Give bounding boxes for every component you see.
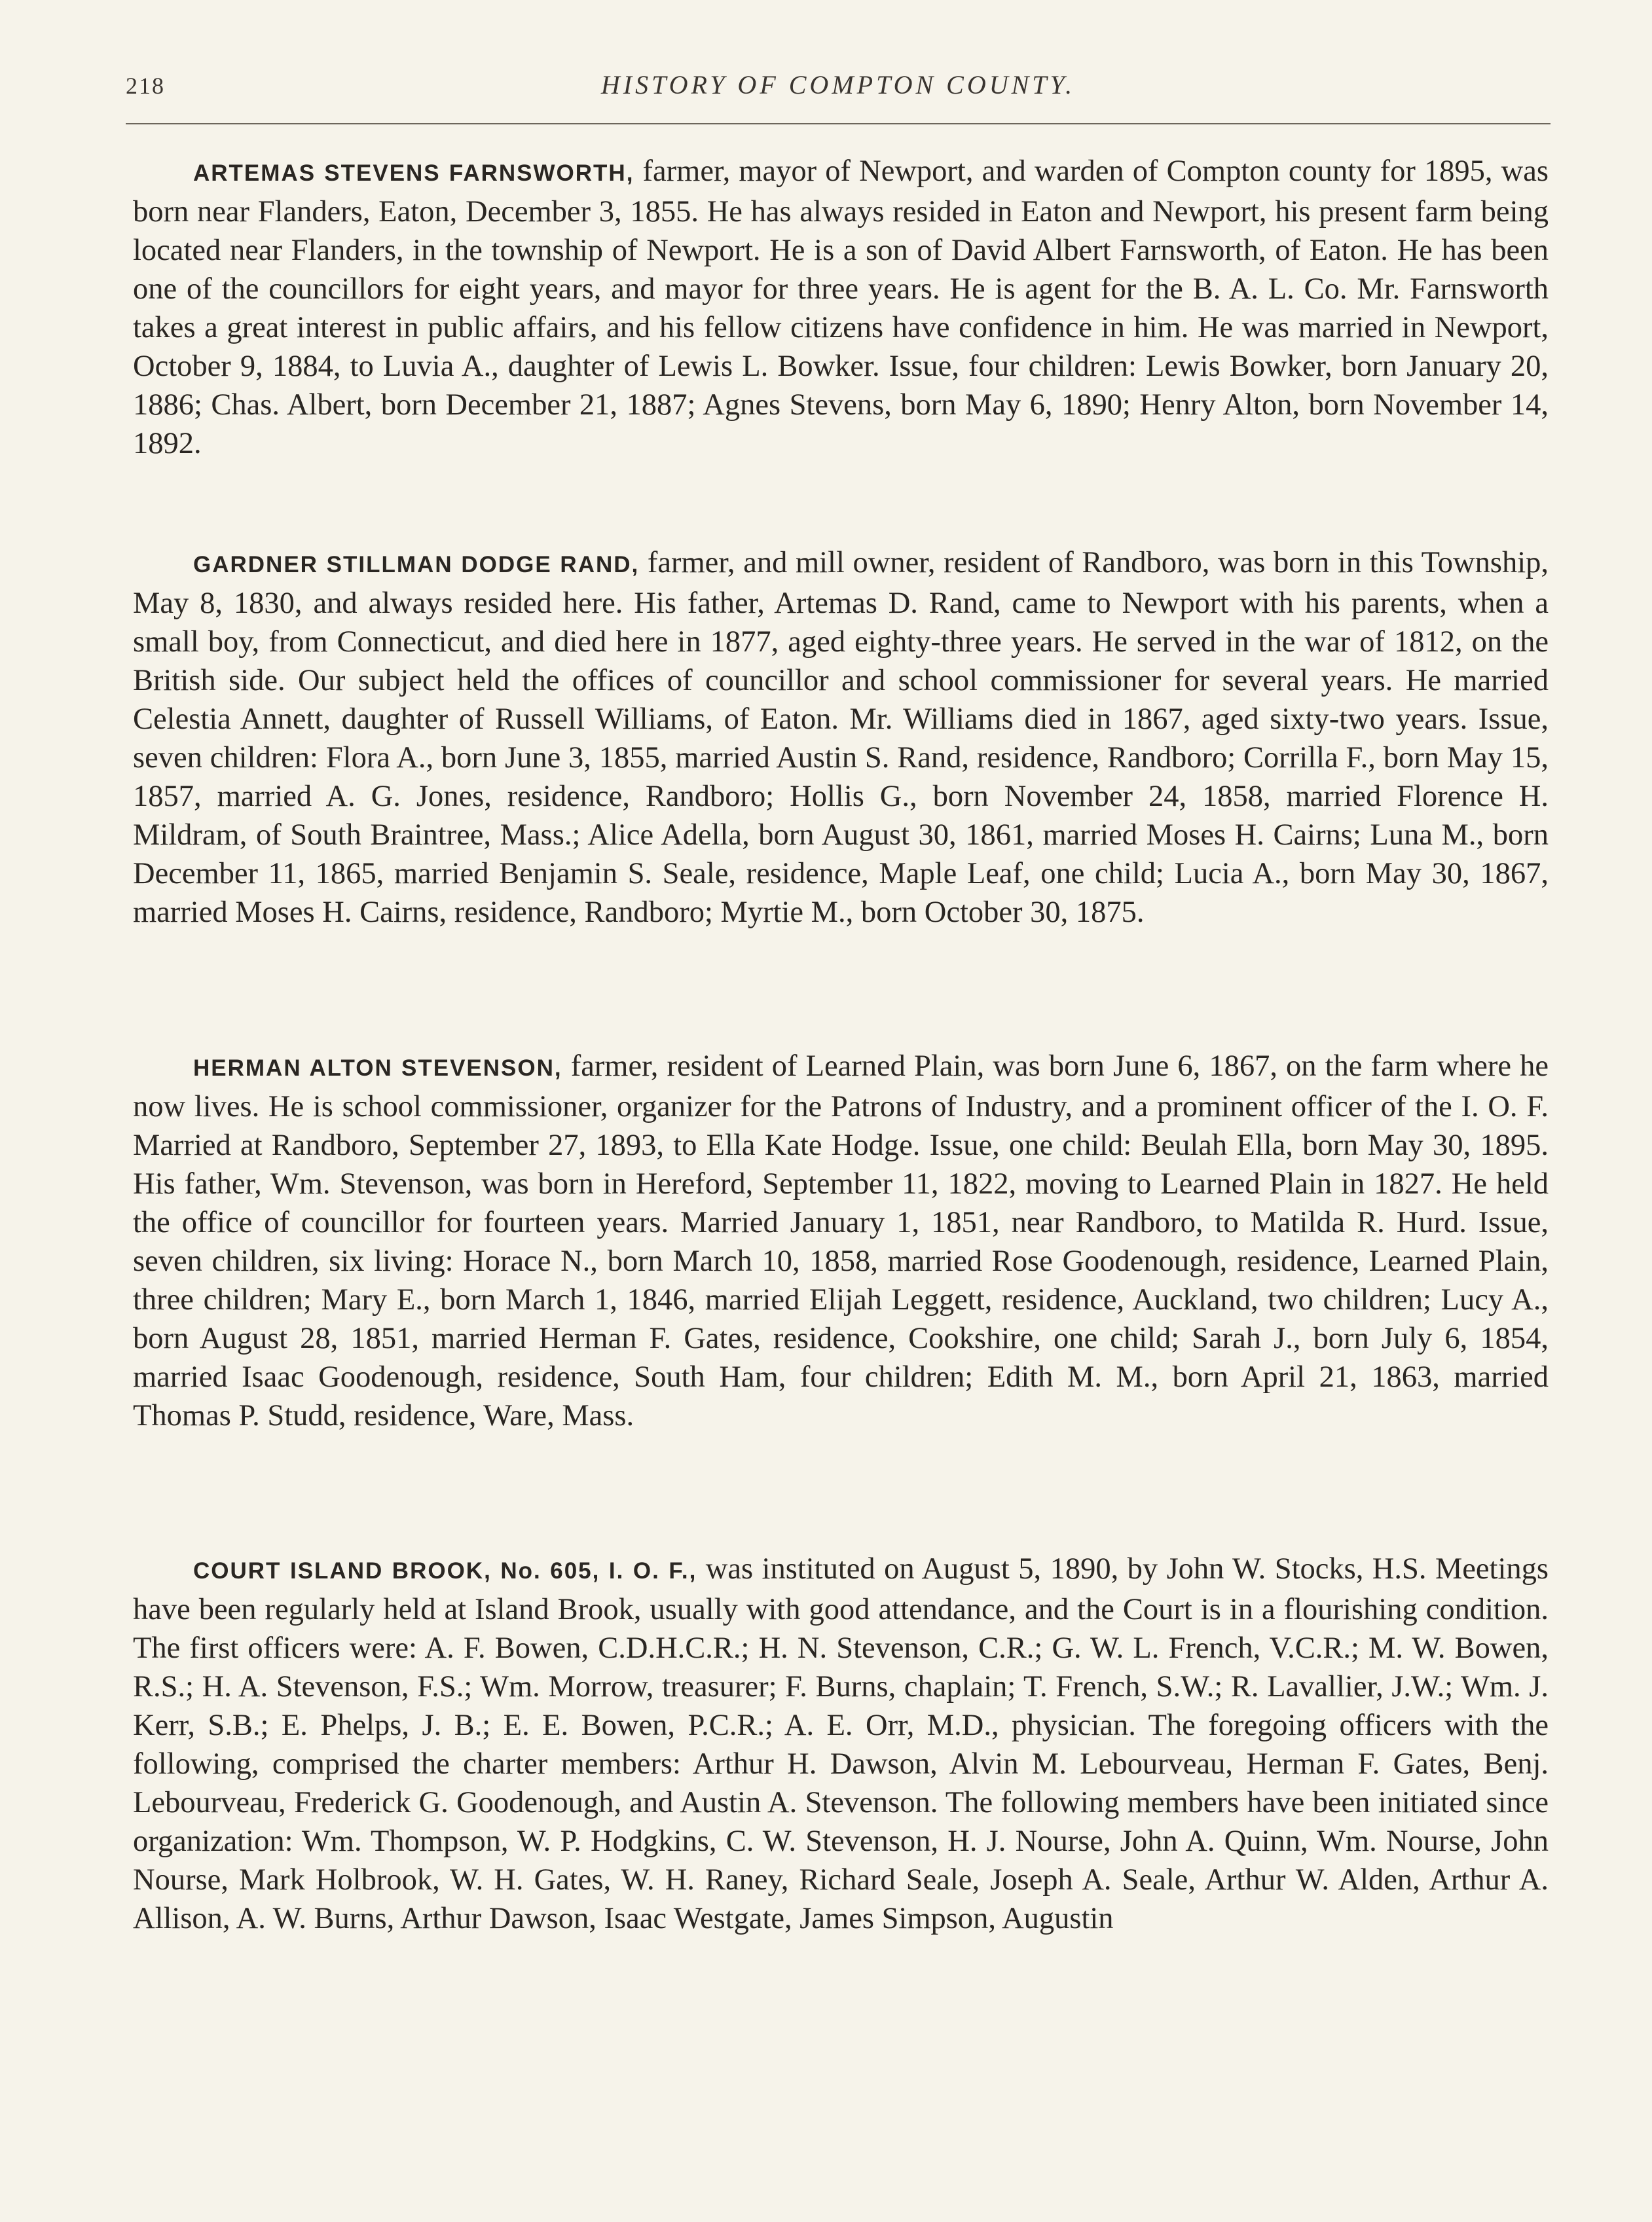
page-number: 218 — [126, 73, 165, 99]
entry-name: HERMAN ALTON STEVENSON, — [193, 1055, 562, 1081]
running-head: HISTORY OF COMPTON COUNTY. — [600, 70, 1076, 100]
entry-text: farmer, and mill owner, resident of Randboro, was born in this Township, May 8, 1830, and always resided here. His father, Artemas D. Rand, came to Newport with his parents, when a small boy, from Connecticut, and died here in 1877, aged eighty-three years. He served in the war of 1812, on the British side. Our subject held the offices of councillor and school commissioner for several years. He married Celestia Annett, daughter of Russell Williams, of Eaton. Mr. Williams died in 1867, aged sixty-two years. Issue, seven children: Flora A., born June 3, 1855, married Austin S. Rand, residence, Randboro; Corrilla F., born May 15, 1857, married A. G. Jones, residence, Randboro; Hollis G., born November 24, 1858, married Florence H. Mildram, of South Braintree, Mass.; Alice Adella, born August 30, 1861, married Moses H. Cairns; Luna M., born December 11, 1865, married Benjamin S. Seale, residence, Maple Leaf, one child; Lucia A., born May 30, 1867, married Moses H. Cairns, residence, Randboro; Myrtie M., born October 30, 1875. — [133, 546, 1549, 929]
entry-name: ARTEMAS STEVENS FARNSWORTH, — [193, 160, 634, 186]
court-island-brook-entry — [133, 1550, 1549, 1938]
entry-text: farmer, resident of Learned Plain, was born June 6, 1867, on the farm where he now lives. He is school commissioner, organizer for the Patrons of Industry, and a prominent officer of the I. O. F. Married at Randboro, September 27, 1893, to Ella Kate Hodge. Issue, one child: Beulah Ella, born May 30, 1895. His father, Wm. Stevenson, was born in Hereford, September 11, 1822, moving to Learned Plain in 1827. He held the office of councillor for fourteen years. Married January 1, 1851, near Randboro, to Matilda R. Hurd. Issue, seven children, six living: Horace N., born March 10, 1858, married Rose Goodenough, residence, Learned Plain, three children; Mary E., born March 1, 1846, married Elijah Leggett, residence, Auckland, two children; Lucy A., born August 28, 1851, married Herman F. Gates, residence, Cookshire, one child; Sarah J., born July 6, 1854, married Isaac Goodenough, residence, South Ham, four children; Edith M. M., born April 21, 1863, married Thomas P. Studd, residence, Ware, Mass. — [133, 1049, 1549, 1432]
entry-text: farmer, mayor of Newport, and warden of Compton county for 1895, was born near Flanders, Eaton, December 3, 1855. He has always resided in Eaton and Newport, his present farm being located near Flanders, in the township of Newport. He is a son of David Albert Farnsworth, of Eaton. He has been one of the councillors for eight years, and mayor for three years. He is agent for the B. A. L. Co. Mr. Farnsworth takes a great interest in public affairs, and his fellow citizens have confidence in him. He was married in Newport, October 9, 1884, to Luvia A., daughter of Lewis L. Bowker. Issue, four children: Lewis Bowker, born January 20, 1886; Chas. Albert, born December 21, 1887; Agnes Stevens, born May 6, 1890; Henry Alton, born November 14, 1892. — [133, 155, 1549, 460]
entry-name: GARDNER STILLMAN DODGE RAND, — [193, 552, 640, 577]
page-header — [126, 65, 1551, 118]
entry-name: COURT ISLAND BROOK, No. 605, I. O. F., — [193, 1558, 697, 1584]
biography-entry-farnsworth — [133, 152, 1549, 463]
header-rule — [126, 123, 1551, 124]
biography-entry-rand — [133, 543, 1549, 932]
biography-entry-stevenson — [133, 1047, 1549, 1435]
entry-text: was instituted on August 5, 1890, by John W. Stocks, H.S. Meetings have been regularly held at Island Brook, usually with good attendance, and the Court is in a flourishing condition. The first officers were: A. F. Bowen, C.D.H.C.R.; H. N. Stevenson, C.R.; G. W. L. French, V.C.R.; M. W. Bowen, R.S.; H. A. Stevenson, F.S.; Wm. Morrow, treasurer; F. Burns, chaplain; T. French, S.W.; R. Lavallier, J.W.; Wm. J. Kerr, S.B.; E. Phelps, J. B.; E. E. Bowen, P.C.R.; A. E. Orr, M.D., physician. The foregoing officers with the following, comprised the charter members: Arthur H. Dawson, Alvin M. Lebourveau, Herman F. Gates, Benj. Lebourveau, Frederick G. Goodenough, and Austin A. Stevenson. The following members have been initiated since organization: Wm. Thompson, W. P. Hodgkins, C. W. Stevenson, H. J. Nourse, John A. Quinn, Wm. Nourse, John Nourse, Mark Holbrook, W. H. Gates, W. H. Raney, Richard Seale, Joseph A. Seale, Arthur W. Alden, Arthur A. Allison, A. W. Burns, Arthur Dawson, Isaac Westgate, James Simpson, Augustin — [133, 1552, 1549, 1935]
